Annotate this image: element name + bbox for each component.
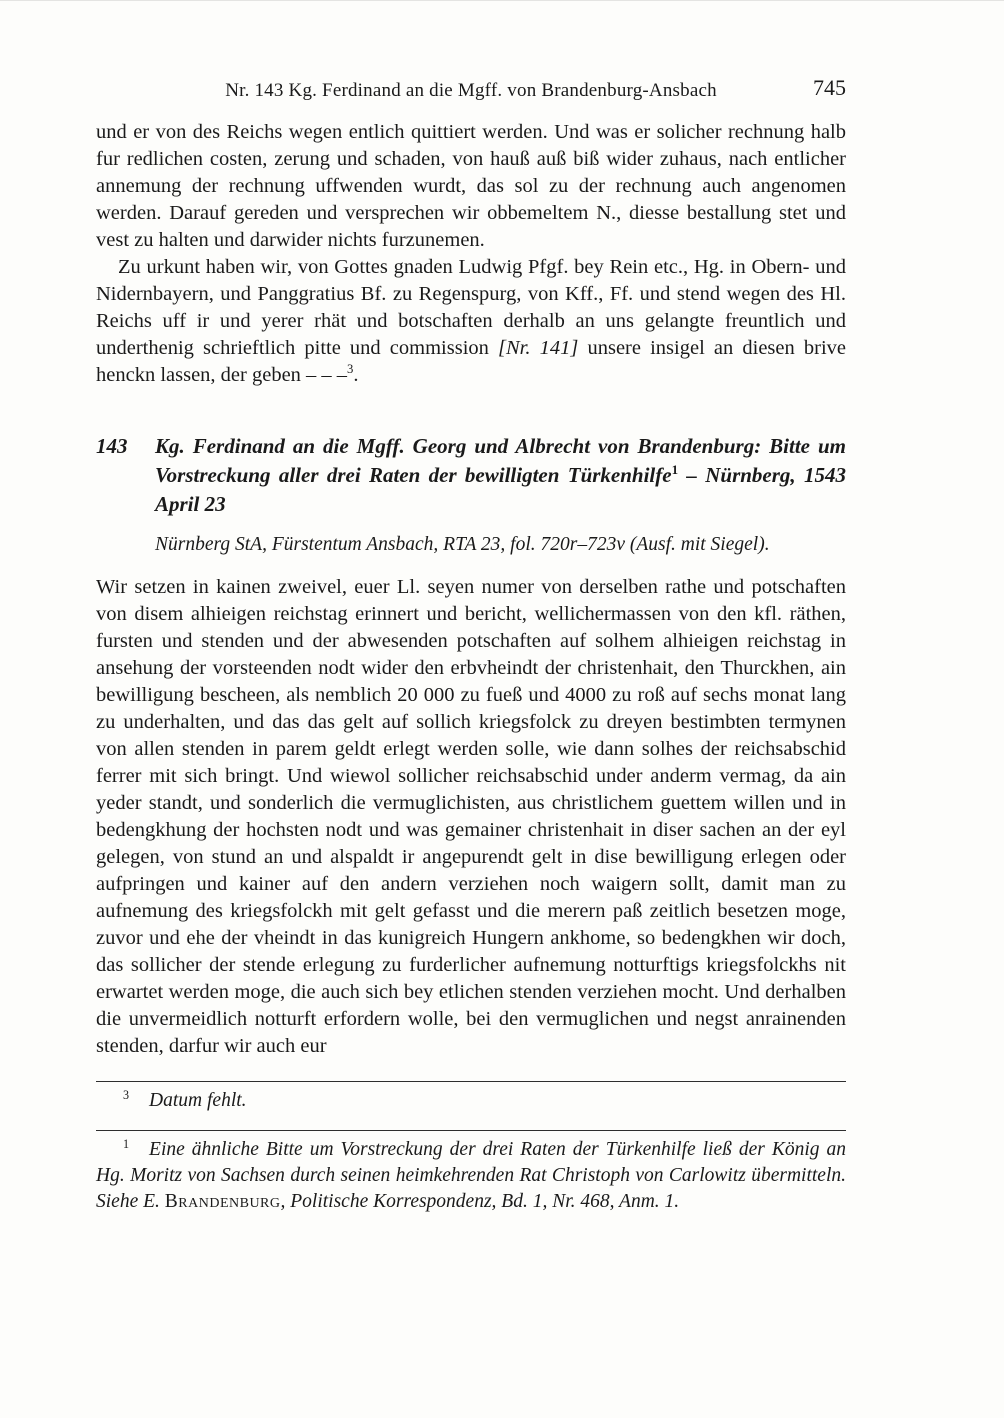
archival-source-line: Nürnberg StA, Fürstentum Ansbach, RTA 23, fol. 720r–723v (Ausf. mit Siegel). xyxy=(155,534,770,555)
document-body-paragraph: Wir setzen in kainen zweivel, euer Ll. seyen numer von derselben rathe und potschaften von disem alhieigen reichstag erinnert und bericht, wellichermassen von den kfl. räthen, fursten und stenden und der abwesenden potschaften auf solhem alhieigen reichstag in ansehung der vorsteenden nodt wider den erbvheindt der christenhait, den Thurckhen, ain bewilligung bescheen, als nemblich 20 000 zu fueß und 4000 zu roß auf sechs monat lang zu underhalten, und das das gelt auf sollich kriegsfolck zu dreyen bestimbten termynen von allen stenden in parem geldt erlegt werden solle, wie dann solhes der reichsabschid ferrer mit sich bringt. Und wiewol sollicher reichsabschid under anderm vermag, da ain yeder standt, und sonderlich die vermuglichisten, aus christlichem guettem willen und in bedengkhung der hochsten nodt und was gemainer christenhait in diser sachen an der eyl gelegen, von stund an und alspaldt ir angepurendt gelt in dise bewilligung erlegen oder aufpringen und kainer auf den andern verziehen noch waigern sollt, damit man zu aufnemung des kriegsfolckh mit gelt gefasst und die merern paß zeitlich besetzen moge, zuvor und ehe der vheindt in das kunigreich Hungern ankhome, so bedengkhen wir doch, das sollicher der stende erlegung zu furderlicher aufnemung notturftigs kriegsfolckhs nit erwartet werden moge, die auch sich bey etlichen stenden verziehen mocht. Und derhalben die unvermeidlich notturft erfordern wolle, bei den vermuglichen und negst anrainenden stenden, darfur wir auch eur xyxy=(96,576,846,1057)
footnote-3-marker: 3 xyxy=(123,1087,130,1102)
text-run: unsere insigel an diesen brive henckn lassen, der geben – – – xyxy=(96,337,846,386)
document-title-date: – Nürnberg, 1543 April 23 xyxy=(155,463,846,516)
running-header xyxy=(96,75,846,103)
page-number: 745 xyxy=(813,75,846,100)
footnote-area xyxy=(96,1081,846,1215)
footnote-3 xyxy=(96,1088,846,1114)
footnote-ref-3: 3 xyxy=(347,362,354,377)
footnote-1-marker: 1 xyxy=(123,1136,130,1151)
footnote-3-text: Datum fehlt. xyxy=(149,1090,247,1111)
paragraph-carryover: und er von des Reichs wegen entlich quittiert werden. Und was er solicher rechnung halb fur redlichen costen, zerung und schaden, von hauß auß biß wider zuhaus, nach entlicher annemung der rechnung uffwenden wurdt, das sol zu der rechnung auch angenomen werden. Darauf gereden und versprechen wir obbemeltem N., diesse bestallung stet und vest zu halten und darwider nichts furzunemen. xyxy=(96,121,846,251)
document-143 xyxy=(96,432,846,1060)
footnote-1-text: Eine ähnliche Bitte um Vorstreckung der drei Raten der Türkenhilfe ließ der König an Hg. Moritz von Sachsen durch seinen heimkehrenden Rat Christoph von Carlowitz übermitteln. Siehe E. xyxy=(96,1139,846,1212)
footnote-separator-rule xyxy=(96,1081,846,1082)
footnote-1-text-continued: , Politische Korrespondenz, Bd. 1, Nr. 468, Anm. 1. xyxy=(280,1191,680,1212)
paragraph-attestation xyxy=(96,254,846,389)
carryover-document-text xyxy=(96,119,846,389)
footnote-separator-rule xyxy=(96,1130,846,1131)
footnote-1 xyxy=(96,1137,846,1215)
document-heading xyxy=(96,432,846,519)
document-title: Kg. Ferdinand an die Mgff. Georg und Albrecht von Brandenburg: Bitte um Vorstreckung aller drei Raten der bewilligten Türkenhilfe xyxy=(155,434,846,487)
text-run: Zu urkunt haben wir, von Gottes gnaden Ludwig Pfgf. bey Rein etc., Hg. in Obern- und Nidernbayern, und Panggratius Bf. zu Regenspurg, von Kff., Ff. und stend wegen des Hl. Reichs uff ir und yerer rhät und botschaften derhalb an uns gelangte freuntlich und underthenig schrieftlich pitte und commission xyxy=(96,256,846,359)
footnote-ref-1: 1 xyxy=(671,462,679,477)
running-header-title: Nr. 143 Kg. Ferdinand an die Mgff. von Brandenburg-Ansbach xyxy=(225,80,717,101)
text-run: . xyxy=(353,364,359,386)
author-name: Brandenburg xyxy=(164,1191,281,1212)
document-cross-reference: [Nr. 141] xyxy=(498,337,579,359)
document-number: 143 xyxy=(96,434,128,458)
